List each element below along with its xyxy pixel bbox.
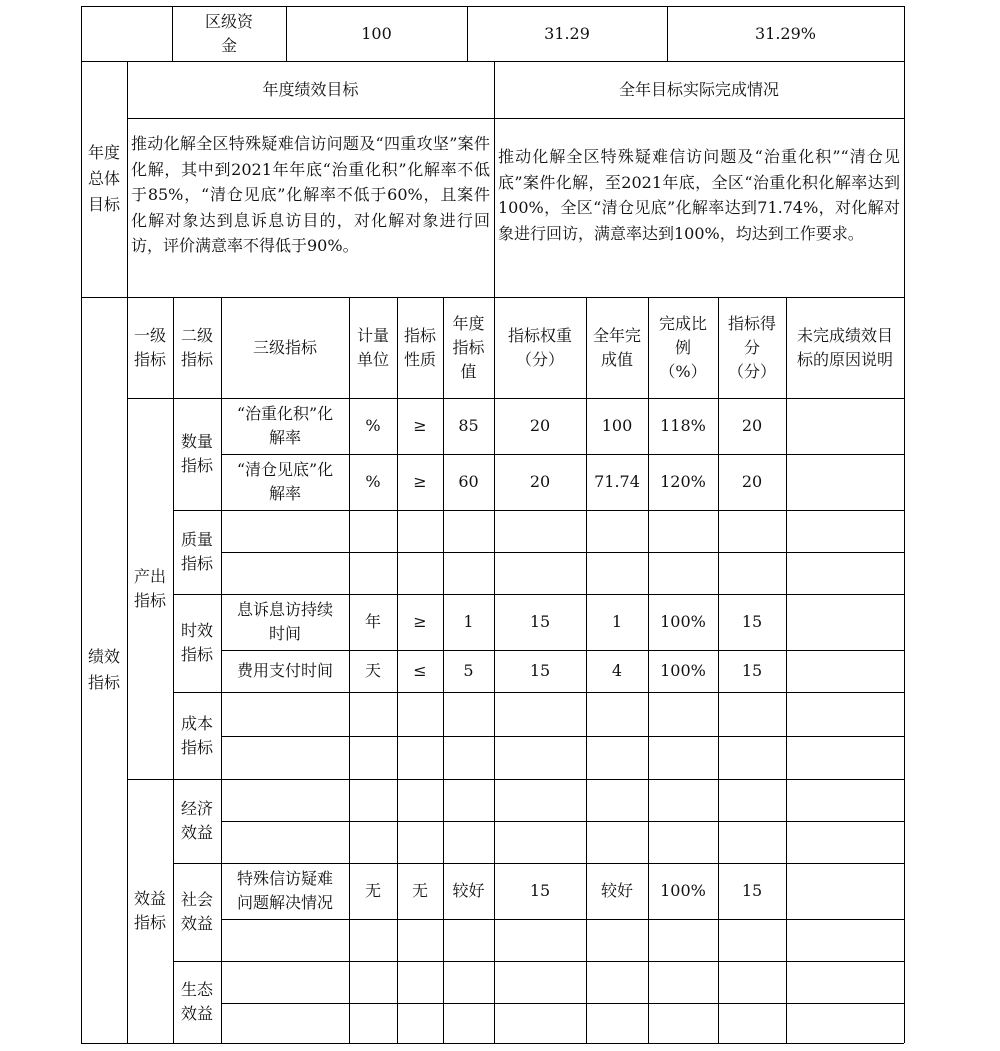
cat-social: 社会 效益 — [180, 890, 213, 933]
table-row-nature: ≥ — [413, 612, 427, 631]
table-row-target: 1 — [463, 612, 474, 631]
table-row-score: 15 — [741, 612, 763, 631]
header-ratio: 完成比 例 （%） — [658, 313, 707, 381]
level1-output: 产出 指标 — [133, 566, 166, 610]
funding-execution-rate: 31.29% — [754, 23, 816, 43]
header-level2: 二级 指标 — [180, 325, 213, 369]
table-row-score: 15 — [741, 661, 763, 680]
table-row-weight: 20 — [529, 416, 551, 435]
table-row-score: 15 — [741, 881, 763, 900]
table-row-nature: 无 — [411, 881, 428, 900]
table-row-score: 20 — [741, 472, 763, 491]
table-row-actual: 4 — [611, 661, 623, 680]
level1-benefit: 效益 指标 — [133, 889, 166, 932]
table-row-name: 特殊信访疑难 问题解决情况 — [236, 869, 333, 912]
funding-label: 区级资 金 — [204, 11, 253, 55]
table-row-actual: 71.74 — [594, 472, 640, 491]
annual-target-text: 推动化解全区特殊疑难信访问题及“四重攻坚”案件化解，其中到2021年年底“治重化积”化解率不低于85%，“清仓见底”化解率不低于60%，且案件化解对象达到息诉息访目的，对化解对象进行回访，评价满意率不得低于90%。 — [131, 134, 490, 255]
header-actual: 全年完 成值 — [592, 325, 641, 369]
header-annual-value: 年度 指标 值 — [452, 313, 485, 381]
table-row-ratio: 100% — [660, 612, 706, 631]
table-row-weight: 20 — [529, 472, 551, 491]
table-row-ratio: 118% — [660, 416, 706, 435]
actual-completion-text: 推动化解全区特殊疑难信访问题及“治重化积”“清仓见底”案件化解，至2021年底，全区“治重化积化解率达到100%，全区“清仓见底”化解率达到71.74%，对化解对象进行回访，满意率达到100%，均达到工作要求。 — [498, 147, 900, 243]
table-row-name: 息诉息访持续 时间 — [236, 600, 333, 643]
cat-ecological: 生态 效益 — [180, 980, 213, 1023]
table-row-nature: ≥ — [413, 416, 427, 435]
cat-quantity: 数量 指标 — [180, 432, 213, 475]
table-row-name: “清仓见底”化 解率 — [236, 460, 334, 503]
cat-quality: 质量 指标 — [180, 530, 213, 573]
table-row-unit: 无 — [364, 881, 381, 900]
table-row-name: 费用支付时间 — [236, 661, 333, 680]
header-weight: 指标权重 （分） — [507, 325, 572, 369]
table-row-ratio: 100% — [660, 881, 706, 900]
table-row-target: 60 — [458, 472, 479, 491]
header-level1: 一级 指标 — [133, 325, 166, 369]
table-row-nature: ≥ — [413, 472, 427, 491]
table-row-unit: % — [365, 472, 381, 491]
table-row-unit: 年 — [364, 612, 381, 631]
table-row-ratio: 100% — [660, 661, 706, 680]
table-row-actual: 较好 — [600, 881, 633, 900]
annual-target-header: 年度绩效目标 — [262, 79, 359, 99]
header-unit: 计量 单位 — [356, 325, 389, 369]
table-row-nature: ≤ — [413, 661, 427, 680]
table-row-target: 较好 — [452, 881, 485, 900]
header-reason: 未完成绩效目 标的原因说明 — [796, 325, 893, 369]
table-row-unit: % — [365, 416, 381, 435]
header-score: 指标得 分 （分） — [727, 313, 776, 381]
table-row-actual: 100 — [601, 416, 633, 435]
actual-completion-header: 全年目标实际完成情况 — [618, 79, 779, 99]
table-row-weight: 15 — [529, 881, 551, 900]
table-row-target: 5 — [463, 661, 474, 680]
funding-annual-budget: 100 — [361, 23, 392, 43]
cat-cost: 成本 指标 — [180, 713, 213, 757]
table-row-name: “治重化积”化 解率 — [236, 404, 334, 447]
table-row-weight: 15 — [529, 612, 551, 631]
annual-target-side-label: 年度 总体 目标 — [87, 143, 120, 214]
cat-timeliness: 时效 指标 — [180, 621, 213, 664]
funding-executed: 31.29 — [544, 23, 590, 43]
table-row-target: 85 — [458, 416, 479, 435]
indicators-side-label: 绩效 指标 — [87, 647, 120, 692]
header-nature: 指标 性质 — [403, 325, 436, 369]
table-row-unit: 天 — [364, 661, 381, 680]
table-row-weight: 15 — [529, 661, 551, 680]
header-level3: 三级指标 — [252, 337, 317, 357]
table-row-ratio: 120% — [660, 472, 706, 491]
cat-economic: 经济 效益 — [180, 799, 213, 842]
table-row-score: 20 — [741, 416, 763, 435]
table-row-actual: 1 — [611, 612, 623, 631]
